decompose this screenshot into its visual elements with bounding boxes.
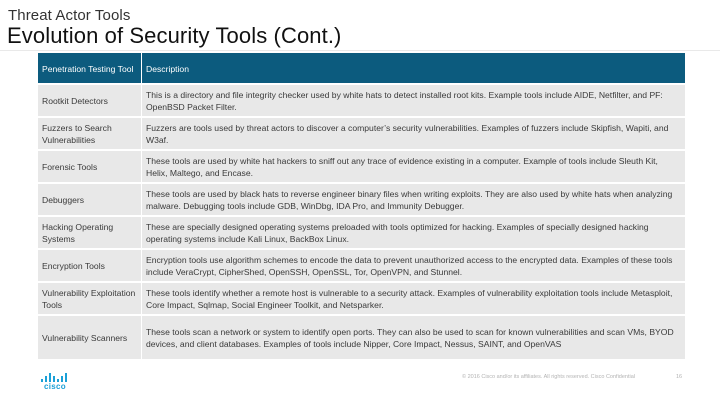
tool-description: These tools are used by black hats to reverse engineer binary files when writing exploits. They are also used by white hats when analyzing malware. Debugging tools include GDB, WinDbg, IDA Pro, and Immunity Debugger. (142, 184, 685, 215)
tool-description: These tools are used by white hat hackers to sniff out any trace of evidence existing in a computer. Example of tools include Sleuth Kit, Helix, Maltego, and Encase. (142, 151, 685, 182)
table-row (38, 283, 685, 314)
table-row (38, 151, 685, 182)
table-row (38, 184, 685, 215)
header-tool: Penetration Testing Tool (38, 53, 142, 83)
header-description: Description (142, 53, 685, 83)
tool-description: These tools scan a network or system to identify open ports. They can also be used to scan for known vulnerabilities and scan VMs, BYOD devices, and client databases. Examples of tools include Nipper, Core Impact, Nessus, SAINT, and OpenVAS (142, 316, 685, 359)
tool-name: Debuggers (38, 184, 142, 215)
page-number: 16 (676, 374, 683, 380)
tool-name: Encryption Tools (38, 250, 142, 281)
tools-table (38, 51, 685, 361)
brand-wordmark: cisco (44, 382, 66, 391)
slide-title: Evolution of Security Tools (Cont.) (7, 23, 342, 48)
tool-description: Fuzzers are tools used by threat actors to discover a computer’s security vulnerabilities. Examples of fuzzers include Skipfish, Wapiti, and W3af. (142, 118, 685, 149)
tool-name: Forensic Tools (38, 151, 142, 182)
tool-name: Vulnerability Scanners (38, 316, 142, 359)
footer-copyright: © 2016 Cisco and/or its affiliates. All rights reserved. Cisco Confidential (462, 374, 636, 380)
table-row (38, 85, 685, 116)
table-row (38, 217, 685, 248)
table-row (38, 316, 685, 359)
cisco-logo (40, 371, 70, 391)
tool-name: Hacking Operating Systems (38, 217, 142, 248)
tool-name: Rootkit Detectors (38, 85, 142, 116)
tool-name: Fuzzers to Search Vulnerabilities (38, 118, 142, 149)
table-row (38, 118, 685, 149)
slide-subtitle: Threat Actor Tools (8, 7, 131, 24)
table-row (38, 250, 685, 281)
tool-description: This is a directory and file integrity checker used by white hats to detect installed root kits. Example tools include AIDE, Netfilter, and PF: OpenBSD Packet Filter. (142, 85, 685, 116)
table-header-row (38, 53, 685, 83)
tool-description: These are specially designed operating systems preloaded with tools optimized for hacking. Examples of specially designed hacking operating systems include Kali Linux, BackBox Linux. (142, 217, 685, 248)
tool-name: Vulnerability Exploitation Tools (38, 283, 142, 314)
tool-description: These tools identify whether a remote host is vulnerable to a security attack. Examples of vulnerability exploitation tools include Metasploit, Core Impact, Sqlmap, Social Engineer Toolkit, and Netsparker. (142, 283, 685, 314)
tool-description: Encryption tools use algorithm schemes to encode the data to prevent unauthorized access to the encrypted data. Examples of these tools include VeraCrypt, CipherShed, OpenSSH, OpenSSL, Tor, OpenVPN, and Stunnel. (142, 250, 685, 281)
